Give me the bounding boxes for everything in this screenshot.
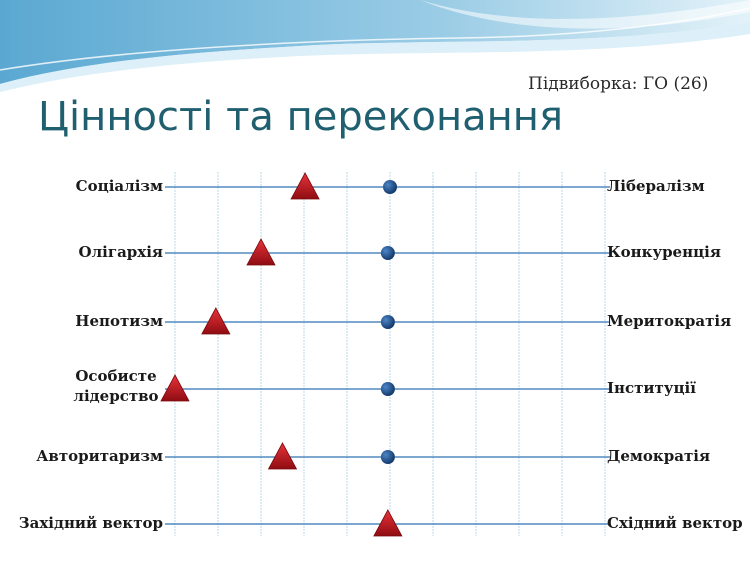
dot-marker <box>381 450 395 464</box>
right-axis-label: Демократія <box>607 447 711 465</box>
left-axis-label: Особисте лідерство <box>73 367 159 405</box>
chart-grid <box>175 172 605 536</box>
triangle-marker <box>374 510 402 536</box>
right-axis-label: Меритократія <box>607 312 732 330</box>
page-title: Цінності та переконання <box>38 94 564 140</box>
chart-subtitle: Підвиборка: ГО (26) <box>528 74 709 94</box>
chart-rows <box>161 173 610 536</box>
dot-marker <box>381 246 395 260</box>
right-axis-label: Інституції <box>607 379 696 397</box>
right-axis-label: Конкуренція <box>607 243 721 261</box>
right-axis-label: Лібералізм <box>607 177 705 195</box>
right-axis-label: Східний вектор <box>607 514 743 532</box>
dot-marker <box>381 315 395 329</box>
triangle-marker <box>291 173 319 199</box>
left-axis-label: Олігархія <box>78 243 163 261</box>
triangle-marker <box>247 239 275 265</box>
left-axis-label: Соціалізм <box>75 177 163 195</box>
left-axis-label: Авторитаризм <box>36 447 163 465</box>
triangle-marker <box>269 443 297 469</box>
dot-marker <box>383 180 397 194</box>
dot-marker <box>381 382 395 396</box>
triangle-marker <box>202 308 230 334</box>
left-axis-label: Західний вектор <box>18 514 163 532</box>
left-axis-label: Непотизм <box>75 312 163 330</box>
